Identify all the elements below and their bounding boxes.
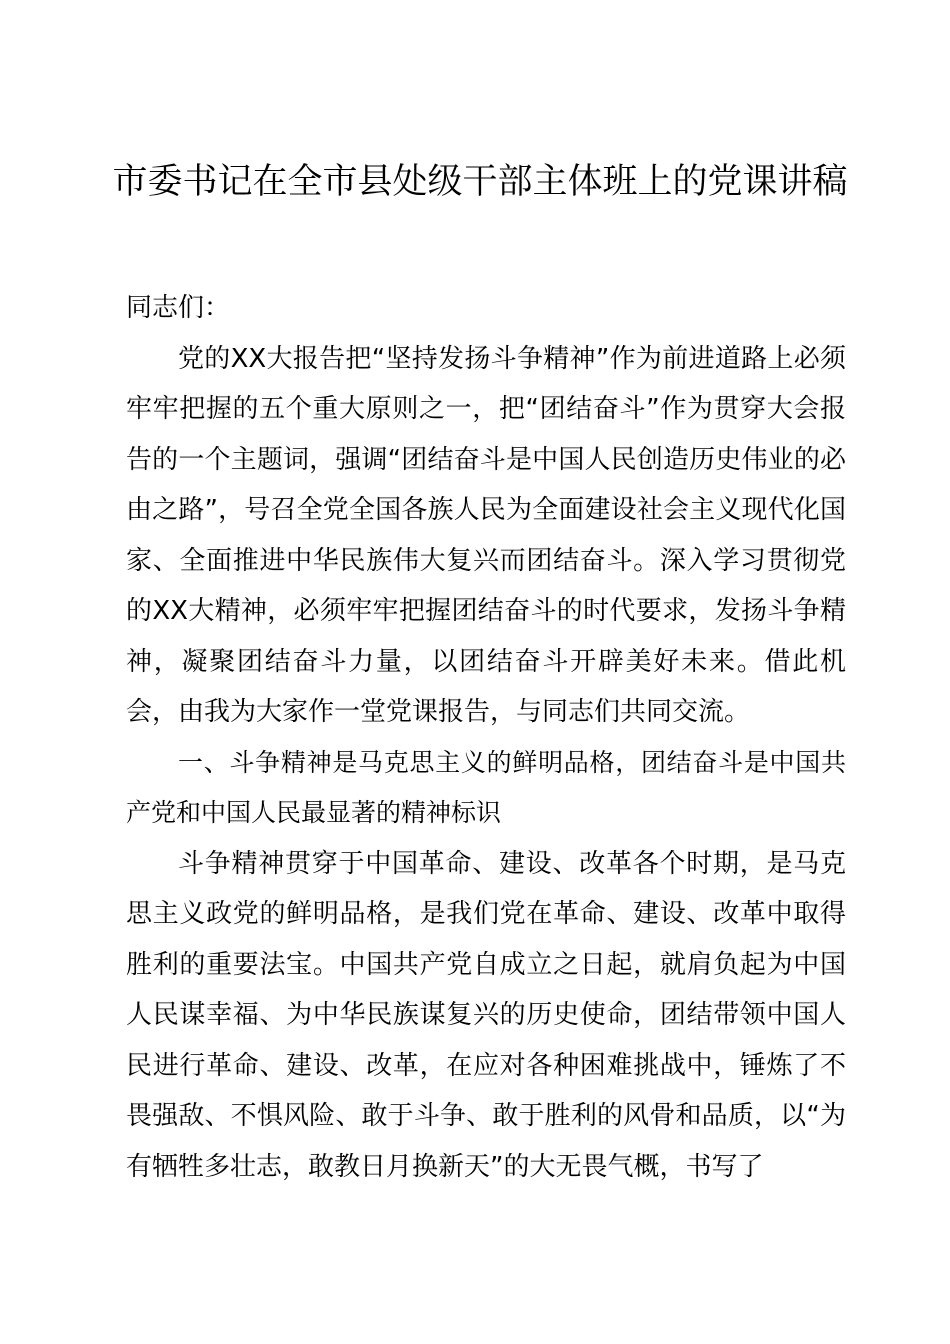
document-title: 市委书记在全市县处级干部主体班上的党课讲稿: [112, 162, 848, 202]
document-body: [126, 283, 846, 1192]
salutation: 同志们：: [126, 293, 231, 323]
section-heading: 一、斗争精神是马克思主义的鲜明品格，团结奋斗是中国共产党和中国人民最显著的精神标识: [126, 747, 846, 827]
section-paragraph: 斗争精神贯穿于中国革命、建设、改革各个时期，是马克思主义政党的鲜明品格，是我们党在革命、建设、改革中取得胜利的重要法宝。中国共产党自成立之日起，就肩负起为中国人民谋幸福、为中华民族谋复兴的历史使命，团结带领中国人民进行革命、建设、改革，在应对各种困难挑战中，锤炼了不畏强敌、不惧风险、敢于斗争、敢于胜利的风骨和品质，以“为有牺牲多壮志，敢教日月换新天”的大无畏气概，书写了: [126, 848, 846, 1182]
intro-paragraph: 党的XX大报告把“坚持发扬斗争精神”作为前进道路上必须牢牢把握的五个重大原则之一，把“团结奋斗”作为贯穿大会报告的一个主题词，强调“团结奋斗是中国人民创造历史伟业的必由之路”，号召全党全国各族人民为全面建设社会主义现代化国家、全面推进中华民族伟大复兴而团结奋斗。深入学习贯彻党的XX大精神，必须牢牢把握团结奋斗的时代要求，发扬斗争精神，凝聚团结奋斗力量，以团结奋斗开辟美好未来。借此机会，由我为大家作一堂党课报告，与同志们共同交流。: [126, 343, 846, 727]
